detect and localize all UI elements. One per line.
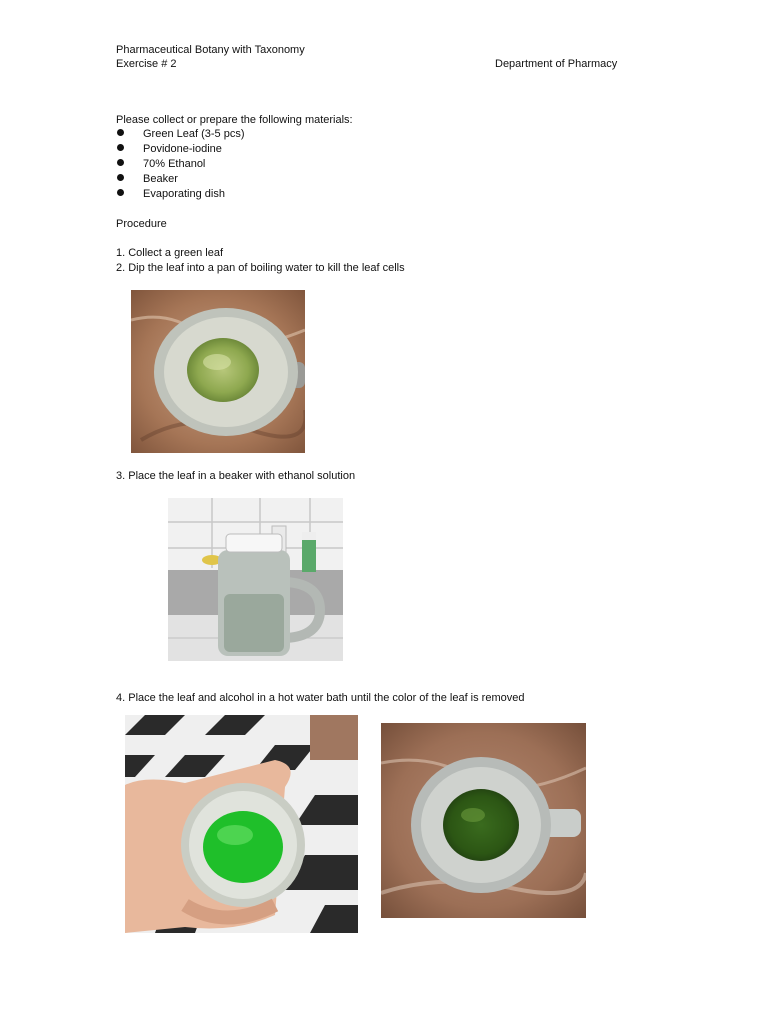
procedure-step: 3. Place the leaf in a beaker with ethanol solution — [116, 470, 356, 482]
procedure-step: 1. Collect a green leaf — [116, 247, 224, 259]
bullet-icon — [117, 189, 124, 196]
course-title: Pharmaceutical Botany with Taxonomy — [116, 44, 305, 56]
procedure-step: 4. Place the leaf and alcohol in a hot water bath until the color of the leaf is removed — [116, 692, 525, 704]
exercise-number: Exercise # 2 — [116, 58, 177, 70]
list-item: Povidone-iodine — [143, 143, 222, 155]
procedure-step: 2. Dip the leaf into a pan of boiling water to kill the leaf cells — [116, 262, 405, 274]
photo-hand-glass-green — [125, 715, 358, 933]
photo-jar-green-top-view — [381, 723, 586, 918]
bullet-icon — [117, 159, 124, 166]
list-item: Evaporating dish — [143, 188, 225, 200]
list-item: 70% Ethanol — [143, 158, 206, 170]
department-name: Department of Pharmacy — [495, 58, 618, 70]
photo-glass-top-view — [131, 290, 305, 453]
materials-intro: Please collect or prepare the following materials: — [116, 114, 353, 126]
procedure-heading: Procedure — [116, 218, 167, 230]
bullet-icon — [117, 129, 124, 136]
bullet-icon — [117, 144, 124, 151]
list-item: Green Leaf (3-5 pcs) — [143, 128, 245, 140]
list-item: Beaker — [143, 173, 178, 185]
bullet-icon — [117, 174, 124, 181]
photo-jar-ethanol — [168, 498, 343, 661]
